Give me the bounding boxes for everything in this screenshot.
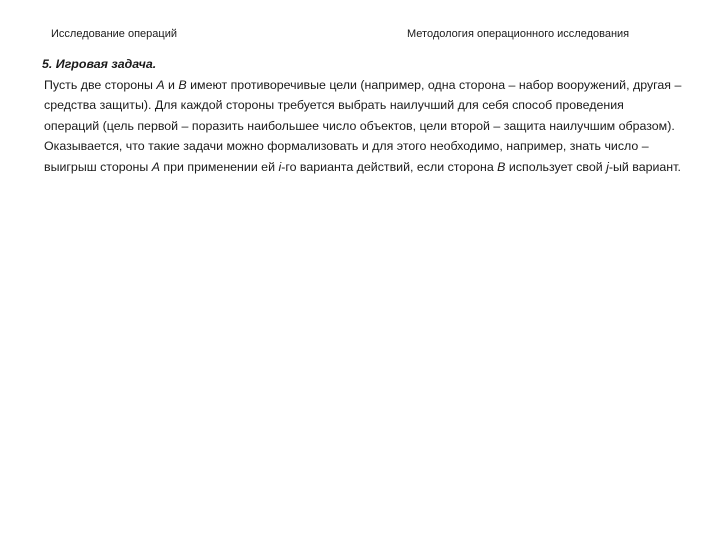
section-body	[42, 75, 682, 178]
body-text-7: -ый вариант.	[608, 159, 681, 174]
page-header	[0, 26, 720, 42]
body-text-4: при применении ей	[159, 159, 279, 174]
document-content	[42, 54, 682, 178]
var-j: j	[606, 159, 609, 174]
body-text-1: Пусть две стороны	[44, 77, 157, 92]
body-text-6: использует свой	[505, 159, 607, 174]
body-text-3: имеют противоречивые цели (например, одна сторона – набор вооружений, другая – средства защиты). Для каждой стороны требуется выбрать наилучший для себя способ проведения операций (цель первой – поразить наибольшее число объектов, цели второй – защита наилучшим образом). Оказывается, что такие задачи можно формализовать и для этого необходимо, например, знать число – выигрыш стороны	[44, 77, 682, 174]
header-course-title: Исследование операций	[51, 28, 177, 40]
body-text-5: -го варианта действий, если сторона	[281, 159, 498, 174]
var-i: i	[278, 159, 282, 174]
body-text-2: и	[164, 77, 179, 92]
var-a-2: А	[151, 159, 160, 174]
header-chapter-title: Методология операционного исследования	[407, 28, 630, 40]
var-b-2: В	[497, 159, 506, 174]
var-b: В	[178, 77, 187, 92]
section-title: 5. Игровая задача.	[42, 57, 157, 71]
var-a: А	[156, 77, 165, 92]
